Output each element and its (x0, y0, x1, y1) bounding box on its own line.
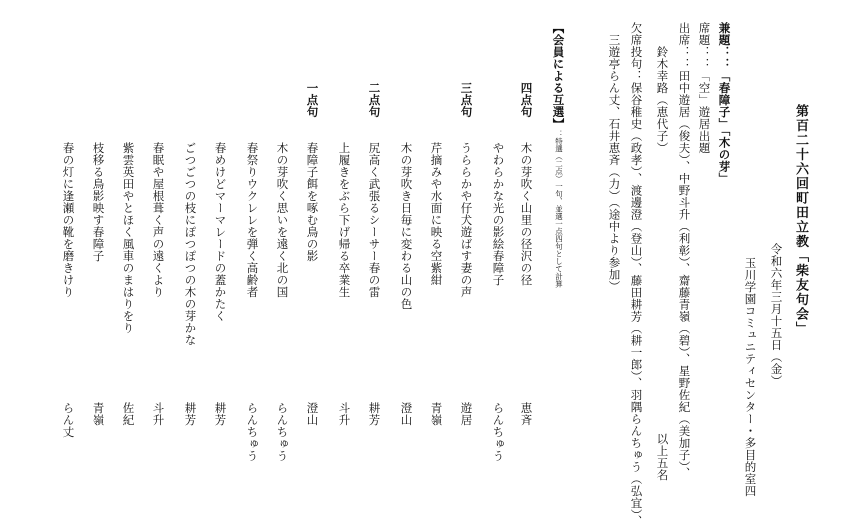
haiku-line: やわらかな光の影絵春障子 (491, 142, 506, 286)
mutual-note: ：特選（二点）一句、並選一点四句として計算 (554, 130, 564, 288)
rank-label-1pt: 一点句 (305, 82, 320, 118)
haiku-author: 青嶺 (91, 402, 106, 426)
haiku-line: 春祭りウクレレを弾く高齢者 (245, 142, 260, 298)
rank-label-2pt: 二点句 (367, 82, 382, 118)
haiku-author: 佐紀 (121, 402, 136, 426)
haiku-author: らんちゅう (245, 402, 260, 462)
haiku-author: らん丈 (61, 402, 76, 438)
haiku-line: ごつごつの枝にぽつぽつの木の芽かな (183, 142, 198, 346)
absent-line-1: 欠席投句：保谷稚史（政孝）、渡邊澄（登山）、藤田耕芳（耕一郎）、羽隅らんちゅう（弘宜）、 (629, 22, 644, 527)
haiku-author: らんちゅう (275, 402, 290, 462)
haiku-author: らんちゅう (491, 402, 506, 462)
haiku-line: 春めけどマーマレードの蓋かたく (213, 142, 228, 322)
kendai-line: 兼題：：「春障子」「木の芽」 (717, 22, 732, 185)
haiku-line: 木の芽吹く山里の径沢の径 (519, 142, 534, 286)
haiku-line: 木の芽吹く思いを遠く北の国 (275, 142, 290, 298)
attendance-total: 以上五名 (655, 433, 670, 481)
haiku-author: 青嶺 (429, 402, 444, 426)
haiku-author: 耕芳 (213, 402, 228, 426)
haiku-author: 恵斉 (519, 402, 534, 426)
rank-label-4pt: 四点句 (519, 82, 534, 118)
rank-label-3pt: 三点句 (459, 82, 474, 118)
haiku-author: 耕芳 (367, 402, 382, 426)
attendance-line-2: 鈴木幸路（恵代子） (655, 46, 670, 154)
haiku-line: 春の灯に逢瀬の靴を磨きけり (61, 142, 76, 298)
haiku-line: 春眠や屋根葺く声の遠くより (151, 142, 166, 298)
haiku-line: 芹摘みや水面に映る空紫紺 (429, 142, 444, 286)
haiku-line: 尻高く武張るシーサー春の雷 (367, 142, 382, 298)
document-title: 第百二十六回町田立教「柴友句会」 (793, 104, 808, 336)
sekidai-line: 席題：：「空」遊居出題 (697, 22, 712, 154)
haiku-author: 耕芳 (183, 402, 198, 426)
haiku-author: 斗升 (151, 402, 166, 426)
meeting-date: 令和六年三月十五日（金） (769, 243, 784, 387)
haiku-author: 遊居 (459, 402, 474, 426)
haiku-line: 上履きをぶら下げ帰る卒業生 (337, 142, 352, 298)
attendance-line-1: 出席：：田中遊居（俊夫）、中野斗升（利彰）、齋藤青嶺（碧）、星野佐紀（美加子）、 (677, 22, 692, 479)
mutual-heading-text: 【会員による互選】 (551, 22, 566, 130)
haiku-line: 木の芽吹き日毎に変わる山の色 (399, 142, 414, 310)
meeting-venue: 玉川学園コミュニティセンター・多目的室四 (743, 257, 758, 497)
haiku-line: うららかや仔犬遊ばす妻の声 (459, 142, 474, 298)
absent-line-2: 三遊亭らん丈、石井恵斉（力）（途中より参加） (607, 34, 622, 293)
haiku-line: 春障子餌を啄む鳥の影 (305, 142, 320, 262)
haiku-line: 紫雲英田やとほく風車のまはりをり (121, 142, 136, 334)
haiku-line: 枝移る鳥影映す春障子 (91, 142, 106, 262)
haiku-author: 斗升 (337, 402, 352, 426)
haiku-author: 澄山 (399, 402, 414, 426)
haiku-author: 澄山 (305, 402, 320, 426)
mutual-selection-heading (552, 22, 564, 288)
